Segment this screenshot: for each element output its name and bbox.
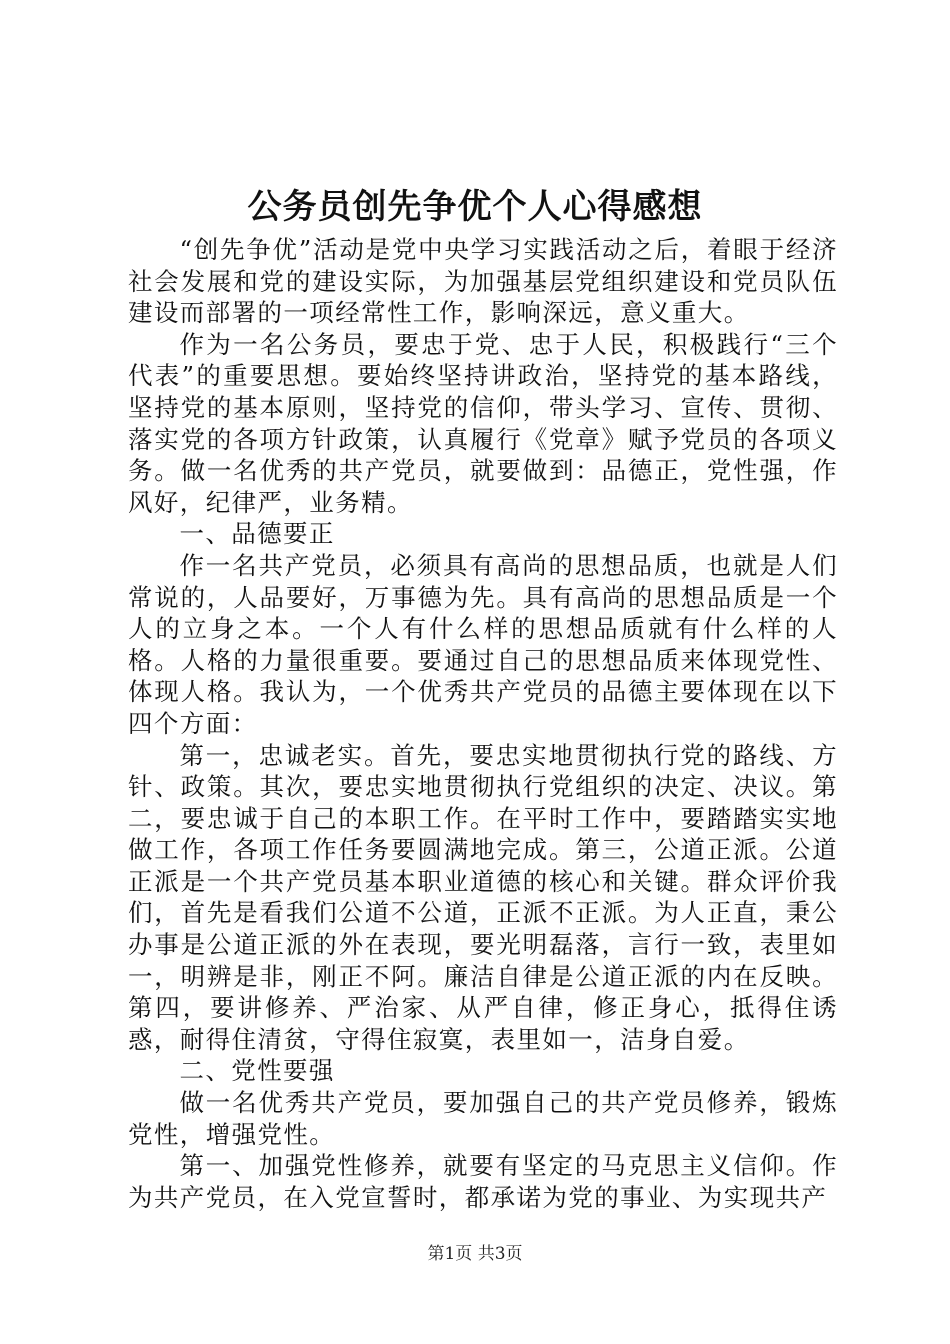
paragraph-intro: “创先争优”活动是党中央学习实践活动之后，着眼于经济社会发展和党的建设实际，为加强基层党组织建设和党员队伍建设而部署的一项经常性工作，影响深远，意义重大。 [128, 235, 838, 328]
paragraph-marxist-belief: 第一、加强党性修养，就要有坚定的马克思主义信仰。作为共产党员，在入党宣誓时，都承诺为党的事业、为实现共产 [128, 1151, 838, 1212]
paragraph-four-aspects: 第一，忠诚老实。首先，要忠实地贯彻执行党的路线、方针、政策。其次，要忠实地贯彻执行党组织的决定、决议。第二，要忠诚于自己的本职工作。在平时工作中，要踏踏实实地做工作，各项工作任务要圆满地完成。第三，公道正派。公道正派是一个共产党员基本职业道德的核心和关键。群众评价我们，首先是看我们公道不公道，正派不正派。为人正直，秉公办事是公道正派的外在表现，要光明磊落，言行一致，表里如一，明辨是非，刚正不阿。廉洁自律是公道正派的内在反映。第四，要讲修养、严治家、从严自律，修正身心，抵得住诱惑，耐得住清贫，守得住寂寞，表里如一，洁身自爱。 [128, 740, 838, 1054]
page-number-footer: 第1页 共3页 [427, 1244, 523, 1264]
document-body [128, 234, 838, 1213]
document-title: 公务员创先争优个人心得感想 [247, 187, 703, 227]
section-heading-party-spirit: 二、党性要强 [179, 1056, 335, 1086]
section-heading-morality: 一、品德要正 [179, 519, 335, 549]
paragraph-morality: 作一名共产党员，必须具有高尚的思想品质，也就是人们常说的，人品要好，万事德为先。具有高尚的思想品质是一个人的立身之本。一个人有什么样的思想品质就有什么样的人格。人格的力量很重要。要通过自己的思想品质来体现党性、体现人格。我认为，一个优秀共产党员的品德主要体现在以下四个方面： [128, 550, 838, 738]
paragraph-party-spirit: 做一名优秀共产党员，要加强自己的共产党员修养，锻炼党性，增强党性。 [128, 1088, 838, 1149]
paragraph-civil-servant: 作为一名公务员，要忠于党、忠于人民，积极践行“三个代表”的重要思想。要始终坚持讲政治，坚持党的基本路线，坚持党的基本原则，坚持党的信仰，带头学习、宣传、贯彻、落实党的各项方针政策，认真履行《党章》赋予党员的各项义务。做一名优秀的共产党员，就要做到：品德正，党性强，作风好，纪律严，业务精。 [128, 329, 838, 517]
